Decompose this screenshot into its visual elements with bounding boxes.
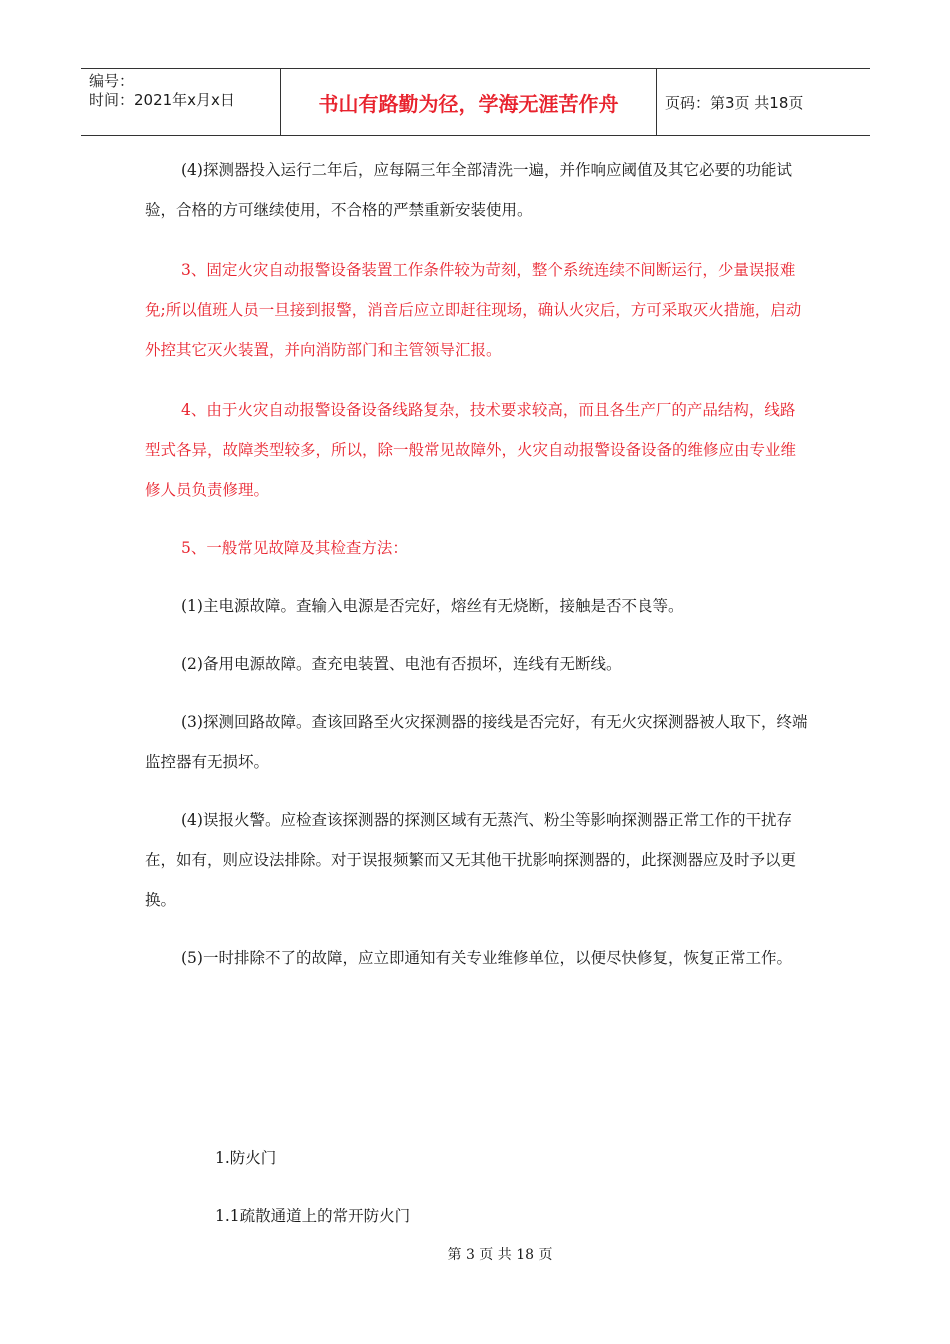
document-number: 编号：	[89, 72, 135, 90]
paragraph-maintenance-note: 4、由于火灾自动报警设备设备线路复杂，技术要求较高，而且各生产厂的产品结构，线路型式各异，故障类型较多，所以，除一般常见故障外，火灾自动报警设备设备的维修应由专业维修人员负责修理。	[145, 401, 797, 499]
section-heading-evacuation-door: 1.1疏散通道上的常开防火门	[215, 1207, 411, 1225]
paragraph-detector-cleaning: (4)探测器投入运行二年后，应每隔三年全部清洗一遍，并作响应阈值及其它必要的功能试验，合格的方可继续使用，不合格的严禁重新安装使用。	[145, 161, 792, 219]
paragraph-faults-heading: 5、一般常见故障及其检查方法：	[181, 539, 408, 557]
paragraph-fault-2: (2)备用电源故障。查充电装置、电池有否损坏，连线有无断线。	[181, 655, 622, 673]
page-footer: 第 3 页 共 18 页	[447, 1247, 553, 1263]
header-motto: 书山有路勤为径，学海无涯苦作舟	[281, 69, 657, 135]
section-heading-fire-door: 1.防火门	[215, 1149, 277, 1167]
document-date: 时间：2021年x月x日	[89, 91, 235, 109]
paragraph-fault-3: (3)探测回路故障。查该回路至火灾探测器的接线是否完好，有无火灾探测器被人取下，终端监控器有无损坏。	[145, 713, 808, 771]
paragraph-fault-1: (1)主电源故障。查输入电源是否完好，熔丝有无烧断，接触是否不良等。	[181, 597, 684, 615]
paragraph-fault-4: (4)误报火警。应检查该探测器的探测区域有无蒸汽、粉尘等影响探测器正常工作的干扰存在，如有，则应设法排除。对于误报频繁而又无其他干扰影响探测器的，此探测器应及时予以更换。	[145, 811, 797, 909]
paragraph-fault-5: (5)一时排除不了的故障，应立即通知有关专业维修单位，以便尽快修复，恢复正常工作。	[181, 949, 792, 967]
header-page-info: 页码：第3页 共18页	[665, 93, 804, 112]
paragraph-alarm-procedure: 3、固定火灾自动报警设备装置工作条件较为苛刻，整个系统连续不间断运行，少量误报难免;所以值班人员一旦接到报警，消音后应立即赶往现场，确认火灾后，方可采取灭火措施，启动外控其它灭火装置，并向消防部门和主管领导汇报。	[145, 261, 802, 359]
page-header	[81, 68, 870, 136]
header-meta	[81, 69, 281, 135]
